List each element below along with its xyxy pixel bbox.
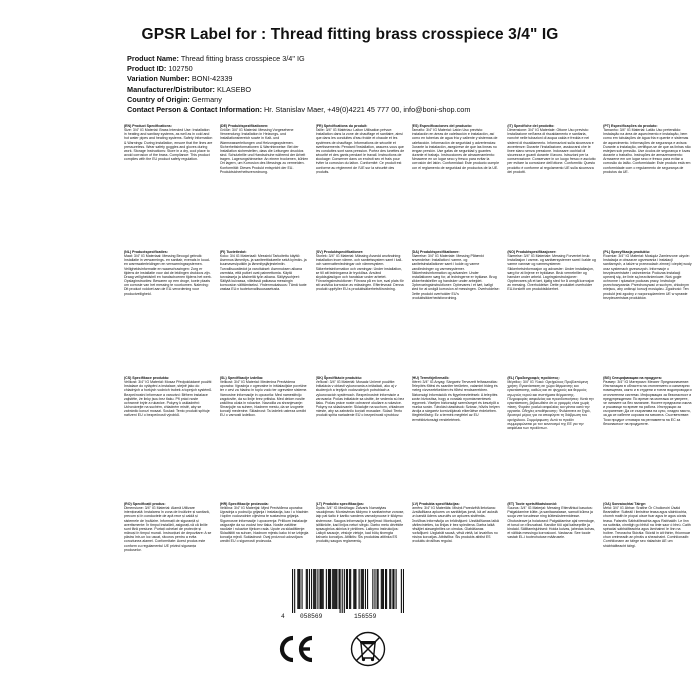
- spec-block-et: (ET) Toote spetsifikatsioonid: Suurus: 3/4" IG Materjal: Messing Ettenähtud kasutus: Paigaldamine kütte- ja sanitaaralasse, samuti külma ja sooja vee torudesse ning küttesüsteemidesse. Ohutusteave ja hoiatused: Paigaldamise ajal veenduge, et torud on rõhuvabad. Kandke töö ajal kaitseprille ja kindaid. Säilitamisjuhised: Hoida kuivas, jahedas kohas, et vältida messingu korrosiooni. Vastavus: See toode vastab EL-i tooteohutuse määrusele.: [507, 502, 596, 540]
- barcode-bar: [330, 569, 331, 609]
- spec-block-sv: (SV) Produktspecifikationer: Storlek: 3/4" IG Material: Mässing Avsedd användning: Installation inom värme- och sanitetssystem samt i kall- och varmvattenledningar och värmesystem. Säkerhetsinformation och varningar: Under installation, se till att ledningarna är trycklösa. Använd skyddsglasögon och handskar under arbetet. Förvaringsinstruktioner: Förvara på en torr, sval plats för att undvika korrosion av mässingen. Efterlevnad: Denna produkt uppfyller EU:s produktsäkerhetsförordning.: [315, 250, 404, 292]
- spec-block-el: (EL) Προδιαγραφές προϊόντος: Μέγεθος: 3/4" IG Υλικό: Ορείχαλκος Προβλεπόμενη χρήση: Εγκατάσταση σε χώρο θέρμανσης και εγκατάστασης, καθώς και σε ψυχρούς και θερμούς αγωγούς νερού και συστήματα θέρμανσης. Πληροφορίες ασφαλείας και προειδοποιήσεις: Κατά την εγκατάσταση, βεβαιωθείτε ότι οι γραμμές είναι χωρίς πίεση. Φοράτε γυαλιά ασφαλείας και γάντια κατά την εργασία. Οδηγίες αποθήκευσης: Φυλάσσετε σε ξηρό, δροσερό μέρος για να αποφύγετε τη διάβρωση του ορείχαλκου. Συμμόρφωση: Αυτό το προϊόν συμμορφώνεται με τον κανονισμό της ΕΕ για την ασφάλεια των προϊόντων.: [507, 376, 594, 430]
- barcode-bar: [355, 569, 356, 609]
- barcode-bar: [353, 569, 354, 609]
- spec-block-pl: (PL) Specyfikacja produktu: Rozmiar: 3/4" IG Materiał: Mosiądz Zamierzone użycie: Instalacja w obszarze ogrzewania i instalacji sanitarnych, a także w przewodach zimnej i ciepłej wody oraz systemach grzewczych. Informacje o bezpieczeństwie i ostrzeżenia: Podczas instalacji upewnij się, że linie są bezciśnieniowe. Noś gogle ochronne i rękawice podczas pracy. Instrukcje przechowywania: Przechowywać w suchym, chłodnym miejscu, aby uniknąć korozji mosiądzu. Zgodność: Ten produkt jest zgodny z rozporządzeniem UE w sprawie bezpieczeństwa produktów.: [603, 250, 692, 300]
- barcode-bar: [299, 569, 300, 609]
- spec-block-sk: (SK) Špecifikácie produktu: Veľkosť: 3/4" IG Materiál: Mosadz Určené použitie: Inštalácia v oblasti vykurovania a inštalácií, ako aj v studených a teplých vodovodných potrubiach a vykurovacích systémoch. Bezpečnostné informácie a varovania: Počas inštalácie sa uistite, že vedenia sú bez tlaku. Počas práce noste ochranné okuliare a rukavice. Pokyny na skladovanie: Skladujte na suchom, chladnom mieste, aby sa zabránilo korózii mosadze. Súlad: Tento produkt spĺňa nariadenie EÚ o bezpečnosti výrobkov.: [315, 376, 405, 418]
- spec-block-it: (IT) Specifiche del prodotto: Dimensione: 3/4" IG Materiale: Ottone Uso previsto: Installazione nell'area di riscaldamento e sanitaria, nonché nelle tubazioni di acqua calda e fredda e nei sistemi di riscaldamento. Informazioni sulla sicurezza e avvertenze: Durante l'installazione, assicurarsi che le linee siano senza pressione. Indossare occhiali di sicurezza e guanti durante il lavoro. Istruzioni per la conservazione: Conservare in un luogo fresco e asciutto per evitare la corrosione dell'ottone. Conformità: Questo prodotto è conforme al regolamento UE sulla sicurezza dei prodotti.: [507, 124, 596, 174]
- meta-country-of-origin: Country of Origin: Germany: [127, 94, 222, 104]
- barcode-bar: [382, 569, 383, 609]
- barcode-bar: [347, 569, 348, 609]
- spec-block-sl: (SL) Specifikacije izdelka: Velikost: 3/4" IG Material: Medenina Predvidena uporaba: Vgradnja v ogrevalne in inštalacijske površine ter v cevi za hladno in toplo vodo ter ogrevalne sisteme. Varnostne informacije in opozorila: Med namestitvijo zagotovite, da so linije brez pritiska. Med delom nosite zaščitna očala in rokavice. Navodila za shranjevanje: Shranjujte na suhem, hladnem mestu, da se izognete koroziji medenine. Skladnost: Ta izdelek ustreza uredbi EU o varnosti izdelkov.: [219, 376, 308, 418]
- spec-block-lv: (LV) Produkta specifikācijas: Izmērs: 3/4" IG Materiāls: Misiņš Paredzētā lietošana: Uzstādīšana apkures un sanitārijas jomā, kā arī aukstā un karstā ūdens caurulēs un apkures sistēmās. Drošības informācija un brīdinājumi: Uzstādīšanas laikā pārliecinieties, ka līnijas ir bez spiediena. Darba laikā nēsājiet aizsargbrilles un cimdus. Glabāšanas norādījumi: Uzglabāt sausā, vēsā vietā, lai izvairītos no misiņa korozijas. Atbilstība: Šis produkts atbilst ES produktu drošības regulai.: [411, 502, 499, 544]
- barcode-bar: [338, 569, 339, 609]
- barcode-bar: [403, 569, 404, 613]
- barcode-bar: [365, 569, 366, 609]
- barcode-bar: [334, 569, 335, 609]
- barcode-bar: [326, 569, 327, 609]
- meta-manufacturer: Manufacturer/Distributor: KLASEBO: [127, 84, 252, 94]
- barcode-bar: [354, 569, 355, 609]
- barcode-bar: [302, 569, 303, 609]
- spec-block-da: (DA) Produktspecifikationer: Størrelse: 3/4" IG Materiale: Messing Påtænkt anvendelse: Installation i varme- og sanitetsinstallationer samt i kolde og varme vandledninger og varmesystemer. Sikkerhedsinformation og advarsler: Under installationen sørg for, at ledningerne er trykløse. Brug sikkerhedsbriller og handsker under arbejdet. Opbevaringsinstruktioner: Opbevares i et tørt, køligt sted for at undgå korrosion af messingen. Overholdelse: Dette produkt overholder EU's produktsikkerhedsforordning.: [411, 250, 500, 300]
- barcode-bar: [315, 569, 316, 609]
- barcode-bar: [346, 569, 347, 609]
- barcode-bar: [323, 569, 324, 609]
- barcode-bar: [306, 569, 307, 609]
- barcode-bar: [292, 569, 293, 613]
- spec-block-hu: (HU) Termékjellemzők: Méret: 3/4" IG Anyag: Sárgaréz Tervezett felhasználás: Telepítés fűtési és szaniter területen, valamint hideg és meleg vízvezetékekben és fűtési rendszerekben. Biztonsági információk és figyelmeztetések: A telepítés során biztosítsa, hogy a vonalak nyomásmentesek legyenek. Viseljen biztonsági szemüveget és kesztyűt a munka során. Tárolási utasítások: Száraz, hűvös helyen tárolja a sárgaréz korróziójának elkerülése érdekében. Megfelelőség: Ez a termék megfelel az EU termékbiztonsági rendeletének.: [411, 376, 500, 422]
- barcode-bar: [336, 569, 337, 609]
- spec-block-en: (EN) Product Specifications: Size: 3/4" IG Material: Brass Intended Use: Installation in heating and sanitary systems, as well as in cold and hot water pipes and heating systems. Safety Information & Warnings: During installation, ensure that the lines are pressureless. Wear safety goggles and gloves during work. Storage Instructions: Store in a dry, cool place to avoid corrosion of the brass. Compliance: This product complies with the EU product safety regulation.: [124, 124, 213, 162]
- barcode-bar: [374, 569, 375, 609]
- spec-block-lt: (LT) Produkto specifikacijos: Dydis: 3/4" IG Medžiaga: Žalvaris Numatytas naudojimas: Montavimas šildymo ir sanitarinėse zonose, taip pat šalto ir karšto vandens vamzdynuose ir šildymo sistemose. Saugos informacija ir įspėjimai: Montuojant, įsitikinkite, kad linijos neturi slėgio. Darbo metu dėvėkite apsauginius akinius ir pirštines. Laikymo instrukcijos: Laikyti sausoje, vėsioje vietoje, kad būtų išvengta žalvario korozijos. Atitiktis: Šis produktas atitinka ES produktų saugos reglamentą.: [315, 502, 405, 544]
- barcode-bars: [292, 569, 404, 613]
- barcode-bar: [314, 569, 315, 609]
- page-title: GPSR Label for : Thread fitting brass crosspiece 3/4" IG: [141, 26, 559, 43]
- barcode-bar: [294, 569, 295, 613]
- barcode-bar: [309, 569, 310, 609]
- spec-block-cs: (CS) Specifikace produktu: Velikost: 3/4" IG Materiál: Mosaz Předpokládané použití: Instalace do vytápění a instalace, stejně jako do chladných a horkých vodních trubek a topných systémů. Bezpečnostní informace a varování: Během instalace zajistěte, že linky jsou bez tlaku. Při práci noste ochranné brýle a rukavice. Pokyny k uskladnění: Uchovávejte na suchém, chladném místě, aby se zabránilo korozi mosazi. Soulad: Tento produkt splňuje nařízení EU o bezpečnosti výrobků.: [124, 376, 213, 418]
- barcode-first-digit: 4: [281, 613, 285, 620]
- spec-block-fi: (FI) Tuotetiedot: Koko: 3/4 IG Materiaali: Messinki Tarkoitettu käyttö: Asennus lämmitys- ja saniteettialueelle sekä kylmän- ja kuumavesiputkiin ja lämmitysjärjestelmiin. Turvallisuustiedot ja varoitukset: Asennuksen aikana varmista, että putket ovat paineettomia. Käytä turvalaseja ja käsineitä työn aikana. Säilytysohjeet: Säilytä kuivassa, viileässä paikassa messingin korroosion välttämiseksi. Yhdenmukaisuus: Tämä tuote vastaa EU:n tuoteturvallisuusasetusta.: [219, 250, 307, 292]
- barcode-bar: [361, 569, 362, 609]
- barcode-bar: [333, 569, 334, 609]
- barcode-bar: [342, 569, 343, 613]
- barcode-bar: [313, 569, 314, 609]
- spec-block-bg: (BG) Спецификации на продукта: Размер: 3/4" IG Материал: Месинг Предназначение: Инсталация в областта на отоплението и санитарни помещения, както и в студени и топли водопроводи и отоплителни системи. Информация за безопасност и предупреждения: По време на монтажа се уверете, че линиите са без налягане. Носете предпазни очила и ръкавици по време на работа. Инструкции за съхранение: Да се съхранява на сухо, хладно място, за да се избегне корозия на месинга. Съответствие: Този продукт отговаря на регламента на ЕС за безопасност на продуктите.: [603, 376, 692, 426]
- barcode-bar: [401, 569, 402, 613]
- barcode-bar: [392, 569, 393, 609]
- barcode-bar: [378, 569, 379, 609]
- barcode-bar: [359, 569, 360, 609]
- spec-grid: [124, 122, 692, 626]
- barcode-bar: [307, 569, 308, 609]
- barcode-bar: [385, 569, 386, 609]
- barcode-left-group: 058569: [300, 613, 323, 620]
- spec-block-hr: (HR) Specifikacije proizvoda: Veličina: 3/4" IG Materijal: Mjed Predviđena uporaba: Ugradnja u području grijanja i instalacija, kao i u hladnim i toplim vodovodnim cijevima te sustavima grijanja. Sigurnosne informacije i upozorenja: Prilikom instalacije osigurajte da su vodovi bez tlaka. Nosite zaštitne naočale i rukavice tijekom rada. Upute za skladištenje: Skladištiti na suhom, hladnom mjestu kako bi se izbjegla korozija mjedi. Sukladnost: Ovaj proizvod udovoljava uredbi EU o sigurnosti proizvoda.: [219, 502, 309, 544]
- barcode-bar: [367, 569, 368, 609]
- spec-block-nl: (NL) Productspecificaties: Maat: 3/4" IG Materiaal: Messing Beoogd gebruik: Installatie in verwarmings- en sanitair, evenals in koud- en warmwaterleidingen en verwarmingssystemen. Veiligheidsinformatie en waarschuwingen: Zorg er tijdens de installatie voor dat de leidingen drukloos zijn. Draag veiligheidsbril en handschoenen tijdens het werk. Opslaginstructies: Bewaren op een droge, koele plaats om corrosie van het messing te voorkomen. Naleving: Dit product voldoet aan de EU-verordening voor productveiligheid.: [124, 250, 212, 296]
- barcode-right-group: 156559: [354, 613, 377, 620]
- barcode-bar: [393, 569, 394, 609]
- meta-product-name: Product Name: Thread fitting brass crosspiece 3/4" IG: [127, 54, 305, 63]
- barcode-bar: [362, 569, 363, 609]
- barcode-bar: [344, 569, 345, 613]
- barcode-bar: [377, 569, 378, 609]
- ce-mark-icon: [276, 630, 318, 668]
- spec-block-no: (NO) Produktspesifikasjoner: Størrelse: 3/4" IG Materiale: Messing Forventet bruk: Installasjon i varme- og sanitærsystemer samt i kalde og varme vannrør og varmesystemer. Sikkerhetsinformasjon og advarsler: Under installasjon, sørg for at linjene er trykkløse. Bruk vernebriller og hansker under arbeid. Lagringsinstruksjoner: Oppbevares på et tørt, kjølig sted for å unngå korrosjon av messing. Overholdelse: Dette produktet overholder EU-forskrift om produktsikkerhet.: [507, 250, 596, 292]
- product-meta: [127, 54, 687, 115]
- barcode-bar: [383, 569, 384, 609]
- barcode-bar: [317, 569, 318, 609]
- barcode-bar: [335, 569, 336, 609]
- meta-product-id: Product ID: 102750: [127, 64, 193, 74]
- crossed-out-wheelie-bin-icon: [350, 630, 386, 668]
- spec-block-ro: (RO) Specificații produs: Dimensiune: 3/4" IG Material: Alamă Utilizare intenționată: Instalarea în zona de încălzire și sanitară, precum și în conductele de apă rece și caldă și sistemele de încălzire. Informații de siguranță și avertismente: În timpul instalării, asigurați-vă că liniile sunt fără presiune. Purtați ochelari de protecție și mănuși în timpul muncii. Instrucțiuni de depozitare: A se păstra într-un loc uscat, răcoros pentru a evita coroziunea alamei. Conformitate: Acest produs este conform cu regulamentul UE privind siguranța produselor.: [124, 502, 212, 552]
- barcode-bar: [311, 569, 312, 609]
- barcode-bar: [349, 569, 350, 609]
- barcode-bar: [390, 569, 391, 609]
- barcode-bar: [319, 569, 320, 609]
- barcode-bar: [372, 569, 373, 609]
- spec-block-fr: (FR) Spécifications du produit: Taille: 3/4" IG Matériau: Laiton Utilisation prévue: Installation dans la zone de chauffage et sanitaire, ainsi que dans les conduites d'eau froide et chaude et les systèmes de chauffage. Informations de sécurité et avertissements: Pendant l'installation, assurez-vous que les conduites sont sans pression. Portez des lunettes de sécurité et des gants pendant le travail. Instructions de stockage: Conserver dans un endroit sec et frais pour éviter la corrosion du laiton. Conformité: Ce produit est conforme au règlement de l'UE sur la sécurité des produits.: [315, 124, 405, 174]
- ean-barcode: [279, 569, 419, 629]
- spec-block-pt: (PT) Especificações do produto: Tamanho: 3/4" IG Material: Latão Uso pretendido: Instalação na área de aquecimento e instalação, bem como em tubulações de água fria e quente e sistemas de aquecimento. Informações de segurança e avisos: Durante a instalação, certifique-se de que as linhas não estejam sob pressão. Use óculos de segurança e luvas durante o trabalho. Instruções de armazenamento: Armazene em um lugar seco e fresco para evitar a corrosão do latão. Conformidade: Este produto está em conformidade com o regulamento de segurança de produtos da UE.: [603, 124, 691, 174]
- barcode-bar: [329, 569, 330, 609]
- barcode-bar: [322, 569, 323, 609]
- barcode-bar: [321, 569, 322, 609]
- barcode-bar: [350, 569, 351, 609]
- barcode-bar: [363, 569, 364, 609]
- barcode-bar: [298, 569, 299, 609]
- spec-block-ga: (GA) Sonraíochtaí Táirge: Méid: 3/4" IG Ábhar: Sraithe Ór Chuilceoirí Úsáid Beartaithe: Suiteáil i limistéar teasa agus sláintíochta, chomh maith le píopaí uisce fuar agus te agus córais teasa. Faisnéis Sábháilteachta agus Rabhaidh: Le linn na suiteála, cinntigh go bhfuil na línte saor ó bhrú. Caith spéaclaí sábháilteachta agus lámhainní le linn na hoibre. Treoracha Stórála: Stóráil in áit thirim, fhionnuar chun creimeadh an phráis a sheachaint. Comhlíonadh: Comhlíonann an táirge seo rialachán AE um shábháilteacht táirgí.: [603, 502, 691, 548]
- meta-contact: Contact Person & Contact Information: Hr. Stanislav Maer, +49(0)4221 45 777 00, info@boni-shop.com: [127, 105, 471, 115]
- spec-block-de: (DE) Produktspezifikationen: Größe: 3/4" IG Material: Messing Vorgesehene Verwendung: Installation in Heizungs- und Installationsbereich sowie in Kalt- und Warmwasserleitungen und Heizungssystemen. Sicherheitsinformationen & Warnhinweise: Bei der Installation sicherstellen, dass die Leitungen drucklos sind. Schutzbrille und Handschuhe während der Arbeit tragen. Lagerungshinweise: An einem trockenen, kühlen Ort lagern, um Korrosion des Messings zu vermeiden. Konformität: Dieses Produkt entspricht der EU-Produktsicherheitsverordnung.: [219, 124, 309, 174]
- meta-variation-number: Variation Number: BONI-42339: [127, 74, 233, 84]
- barcode-bar: [389, 569, 390, 609]
- barcode-bar: [328, 569, 329, 609]
- barcode-bar: [332, 569, 333, 609]
- barcode-bar: [340, 569, 341, 613]
- barcode-bar: [297, 569, 298, 609]
- spec-block-es: (ES) Especificaciones del producto: Tamaño: 3/4" IG Material: Latón Uso previsto: Instalación en áreas de calefacción e instalación, así como en tuberías de agua fría y caliente y sistemas de calefacción. Información de seguridad y advertencias: Durante la instalación, asegúrese de que las líneas no tengan presión. Use gafas de seguridad y guantes durante el trabajo. Instrucciones de almacenamiento: Almacene en un lugar seco y fresco para evitar la corrosión del latón. Conformidad: Este producto cumple con el reglamento de seguridad de productos de la UE.: [411, 124, 500, 170]
- barcode-bar: [386, 569, 387, 609]
- barcode-bar: [396, 569, 397, 609]
- barcode-bar: [381, 569, 382, 609]
